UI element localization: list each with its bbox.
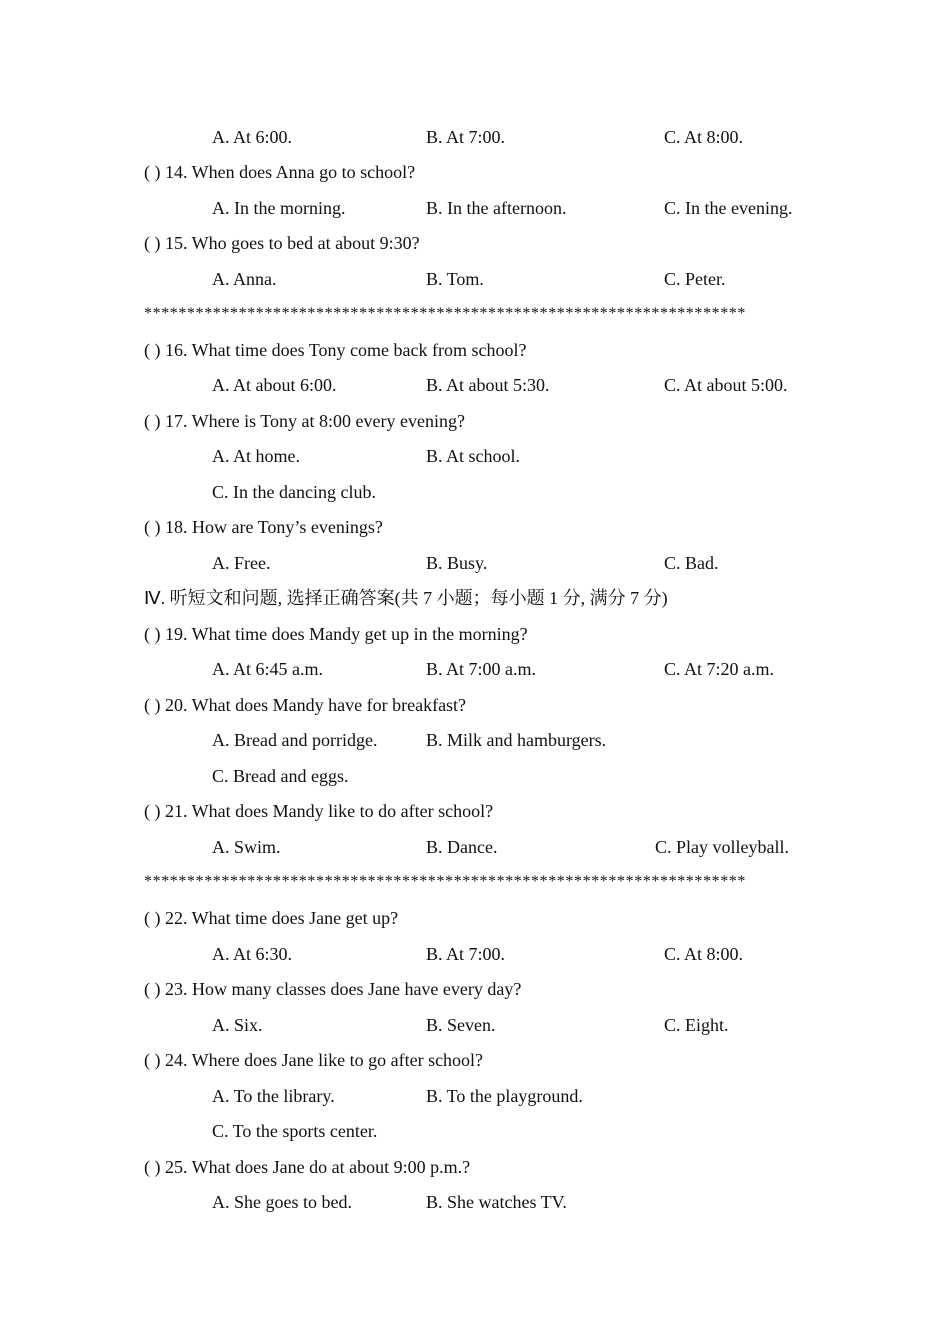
q17-option-b: B. At school. [426, 446, 521, 466]
q14-prompt: ( ) 14. When does Anna go to school? [144, 162, 416, 182]
q13-option-a: A. At 6:00. [212, 127, 293, 147]
q21-option-a: A. Swim. [212, 837, 281, 857]
q20-prompt: ( ) 20. What does Mandy have for breakfast? [144, 695, 467, 715]
q16-prompt: ( ) 16. What time does Tony come back from school? [144, 340, 527, 360]
q16-option-a: A. At about 6:00. [212, 375, 337, 395]
q14-option-c: C. In the evening. [664, 198, 793, 218]
q18-option-b: B. Busy. [426, 553, 488, 573]
q15-option-a: A. Anna. [212, 269, 277, 289]
q22-prompt: ( ) 22. What time does Jane get up? [144, 908, 399, 928]
q13-option-c: C. At 8:00. [664, 127, 744, 147]
q15-option-c: C. Peter. [664, 269, 726, 289]
q19-option-c: C. At 7:20 a.m. [664, 659, 775, 679]
q24-option-c: C. To the sports center. [212, 1121, 378, 1141]
q17-prompt: ( ) 17. Where is Tony at 8:00 every evening? [144, 411, 465, 431]
q23-prompt: ( ) 23. How many classes does Jane have every day? [144, 979, 522, 999]
q25-option-a: A. She goes to bed. [212, 1192, 352, 1212]
q17-option-c: C. In the dancing club. [212, 482, 376, 502]
q16-option-c: C. At about 5:00. [664, 375, 788, 395]
q22-option-b: B. At 7:00. [426, 944, 506, 964]
q20-option-b: B. Milk and hamburgers. [426, 730, 607, 750]
q19-option-a: A. At 6:45 a.m. [212, 659, 323, 679]
q24-option-b: B. To the playground. [426, 1086, 583, 1106]
q21-option-b: B. Dance. [426, 837, 498, 857]
q17-option-a: A. At home. [212, 446, 300, 466]
q25-prompt: ( ) 25. What does Jane do at about 9:00 p.m.? [144, 1157, 471, 1177]
q23-option-c: C. Eight. [664, 1015, 729, 1035]
q21-prompt: ( ) 21. What does Mandy like to do after school? [144, 801, 494, 821]
q18-option-a: A. Free. [212, 553, 271, 573]
q20-option-c: C. Bread and eggs. [212, 766, 349, 786]
q20-option-a: A. Bread and porridge. [212, 730, 378, 750]
separator-1: ********************************************************************** [144, 305, 746, 322]
q14-option-a: A. In the morning. [212, 198, 346, 218]
q22-option-a: A. At 6:30. [212, 944, 293, 964]
q14-option-b: B. In the afternoon. [426, 198, 567, 218]
q18-prompt: ( ) 18. How are Tony’s evenings? [144, 517, 383, 537]
q23-option-b: B. Seven. [426, 1015, 496, 1035]
q18-option-c: C. Bad. [664, 553, 719, 573]
q24-option-a: A. To the library. [212, 1086, 335, 1106]
q15-prompt: ( ) 15. Who goes to bed at about 9:30? [144, 233, 420, 253]
q15-option-b: B. Tom. [426, 269, 484, 289]
separator-2: ********************************************************************** [144, 873, 746, 890]
q13-option-b: B. At 7:00. [426, 127, 506, 147]
q22-option-c: C. At 8:00. [664, 944, 744, 964]
q25-option-b: B. She watches TV. [426, 1192, 567, 1212]
q24-prompt: ( ) 24. Where does Jane like to go after school? [144, 1050, 484, 1070]
section-4-heading: Ⅳ. 听短文和问题, 选择正确答案(共 7 小题；每小题 1 分, 满分 7 分) [144, 588, 668, 608]
q16-option-b: B. At about 5:30. [426, 375, 550, 395]
q19-prompt: ( ) 19. What time does Mandy get up in the morning? [144, 624, 528, 644]
q23-option-a: A. Six. [212, 1015, 263, 1035]
q21-option-c: C. Play volleyball. [655, 837, 789, 857]
q19-option-b: B. At 7:00 a.m. [426, 659, 537, 679]
